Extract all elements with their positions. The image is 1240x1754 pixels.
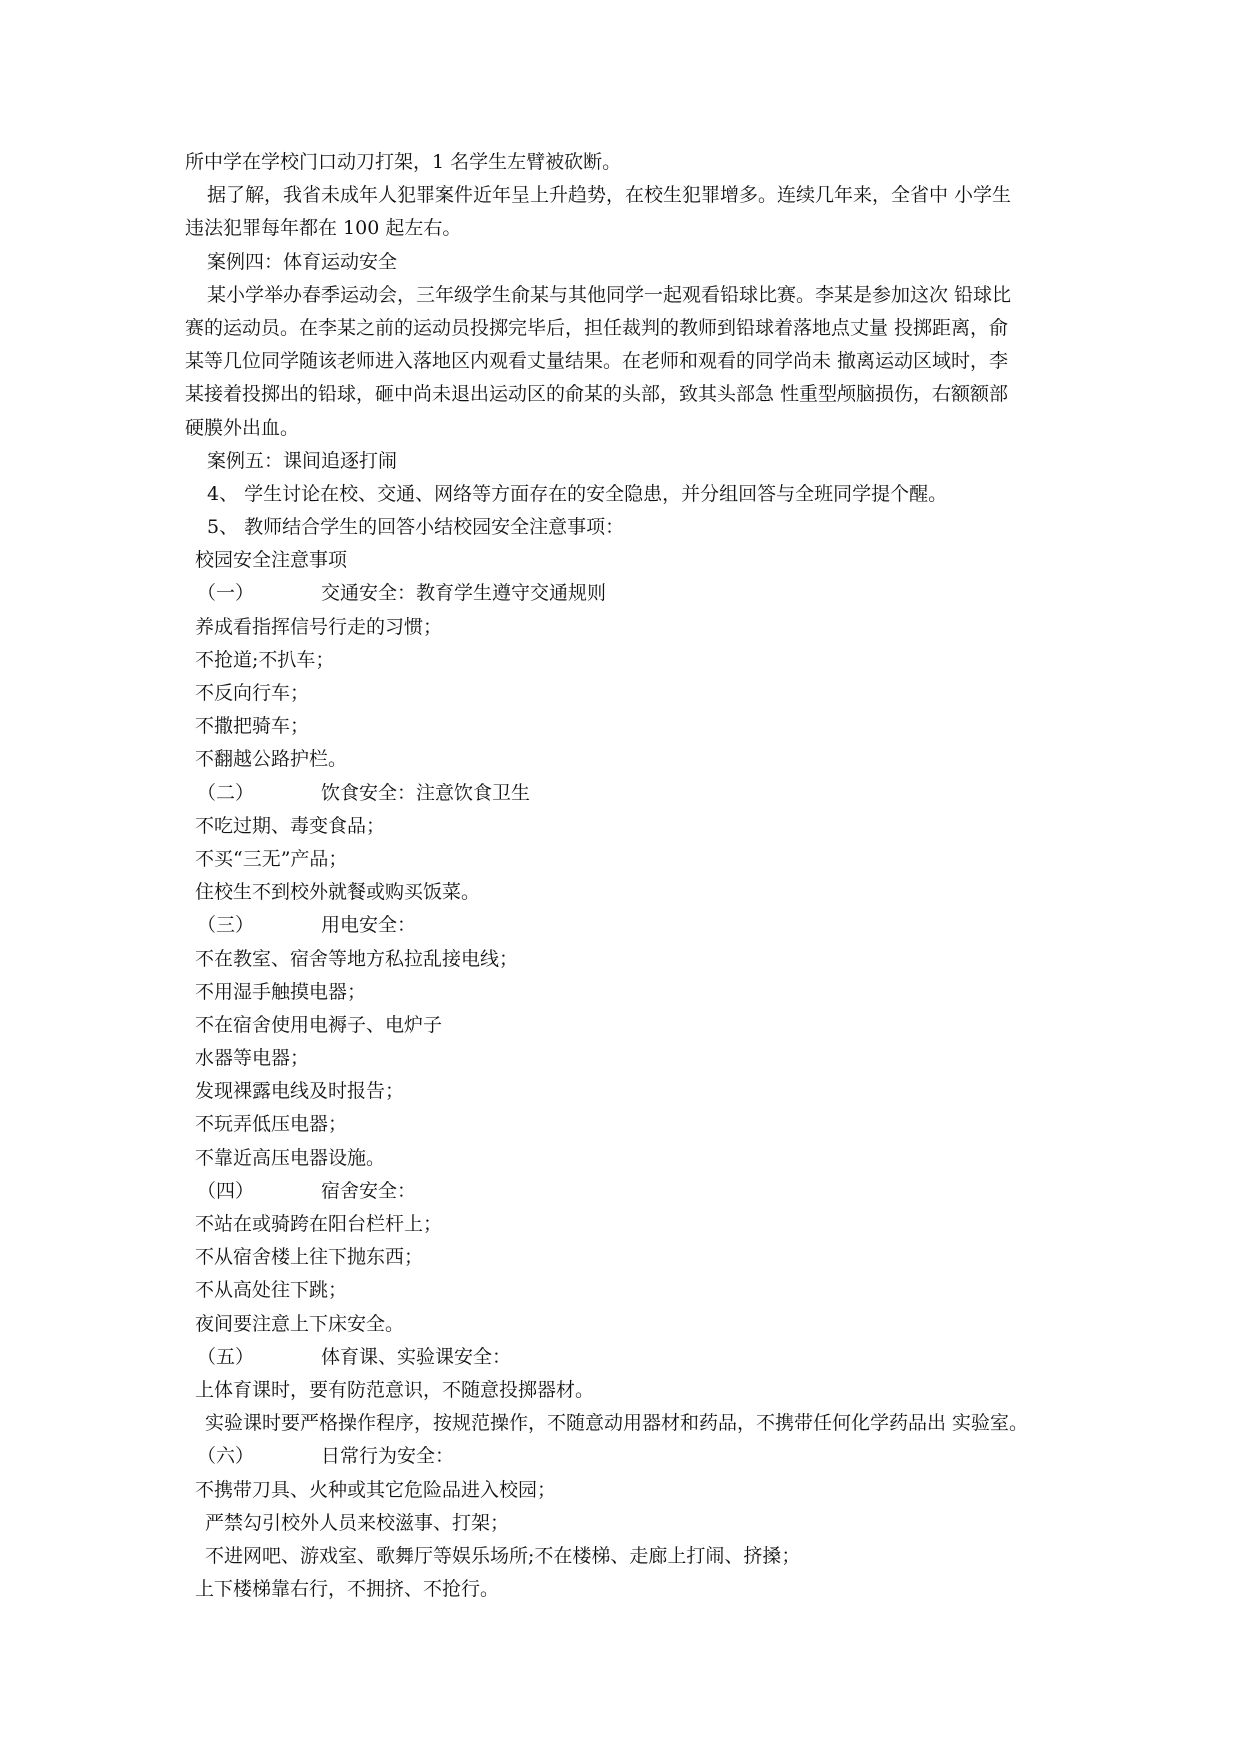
text-line: 不在教室、宿舍等地方私拉乱接电线； [195,947,519,970]
text-line: 养成看指挥信号行走的习惯； [195,615,443,638]
text-line: 硬膜外出血。 [185,416,300,439]
section-heading [185,777,1065,810]
section-title: 宿舍安全： [321,1179,417,1202]
text-line: 住校生不到校外就餐或购买饭菜。 [195,881,481,904]
text-line: 发现裸露电线及时报告； [195,1080,405,1103]
text-line: 实验课时要严格操作程序，按规范操作，不随意动用器材和药品，不携带任何化学药品出 实验室。 [205,1412,1029,1435]
section-title: 交通安全：教育学生遵守交通规则 [321,582,607,605]
text-line: 5、 教师结合学生的回答小结校园安全注意事项： [207,516,625,539]
text-line: 不反向行车； [195,682,310,704]
text-line: 不从高处往下跳； [195,1279,348,1302]
text-line: 案例五：课间追逐打闹 [207,449,398,472]
text-line: 严禁勾引校外人员来校滋事、打架； [205,1511,510,1534]
section-number: （六） [197,1445,255,1468]
text-line: 某接着投掷出的铅球，砸中尚未退出运动区的俞某的头部，致其头部急 性重型颅脑损伤，右额额部 [185,383,1009,406]
text-line: 不靠近高压电器设施。 [195,1146,386,1169]
section-number: （四） [197,1179,255,1202]
section-title: 用电安全： [321,914,417,937]
section-heading [185,1341,1065,1374]
text-line: 不抢道;不扒车； [195,648,335,671]
text-line: 不撒把骑车； [195,715,310,738]
text-line: 据了解，我省未成年人犯罪案件近年呈上升趋势，在校生犯罪增多。连续几年来，全省中 小学生 [207,184,1012,207]
text-line: 不买“三无”产品； [195,847,348,870]
text-line: 某小学举办春季运动会，三年级学生俞某与其他同学一起观看铅球比赛。李某是参加这次 铅球比 [207,283,1012,306]
section-heading [185,1175,1065,1208]
section-number: （三） [197,914,255,937]
section-title: 饮食安全：注意饮食卫生 [321,781,531,804]
section-number: （一） [197,582,255,605]
section-title: 日常行为安全： [321,1445,455,1468]
text-line: 校园安全注意事项 [195,549,348,572]
text-line: 不玩弄低压电器； [195,1113,348,1136]
text-line: 不吃过期、毒变食品； [195,814,386,837]
text-line: 案例四：体育运动安全 [207,250,398,273]
text-line: 不进网吧、游戏室、歌舞厅等娱乐场所;不在楼梯、走廊上打闹、挤搡； [205,1544,801,1567]
text-line: 赛的运动员。在李某之前的运动员投掷完毕后，担任裁判的教师到铅球着落地点丈量 投掷距离，俞 [185,316,1009,339]
text-line: 所中学在学校门口动刀打架，1 名学生左臂被砍断。 [185,151,622,173]
section-number: （五） [197,1345,255,1368]
document-body [185,146,1065,1606]
text-line: 上体育课时，要有防范意识，不随意投掷器材。 [195,1378,595,1401]
section-heading [185,577,1065,610]
text-line: 某等几位同学随该老师进入落地区内观看丈量结果。在老师和观看的同学尚未 撤离运动区域时，李 [185,350,1009,373]
text-line: 不站在或骑跨在阳台栏杆上； [195,1213,443,1235]
text-line: 不在宿舍使用电褥子、电炉子 [195,1013,443,1036]
section-heading [185,1440,1065,1473]
text-line: 不翻越公路护栏。 [195,748,348,771]
text-line: 不携带刀具、火种或其它危险品进入校园； [195,1478,557,1501]
text-line: 4、 学生讨论在校、交通、网络等方面存在的安全隐患，并分组回答与全班同学提个醒。 [207,482,948,505]
text-line: 上下楼梯靠右行，不拥挤、不抢行。 [195,1578,500,1601]
section-heading [185,909,1065,942]
text-line: 水器等电器； [195,1047,310,1070]
section-title: 体育课、实验课安全： [321,1345,512,1368]
text-line: 不从宿舍楼上往下抛东西； [195,1246,424,1269]
section-number: （二） [197,781,255,804]
text-line: 违法犯罪每年都在 100 起左右。 [185,217,462,240]
text-line: 不用湿手触摸电器； [195,980,367,1003]
text-line: 夜间要注意上下床安全。 [195,1312,405,1335]
